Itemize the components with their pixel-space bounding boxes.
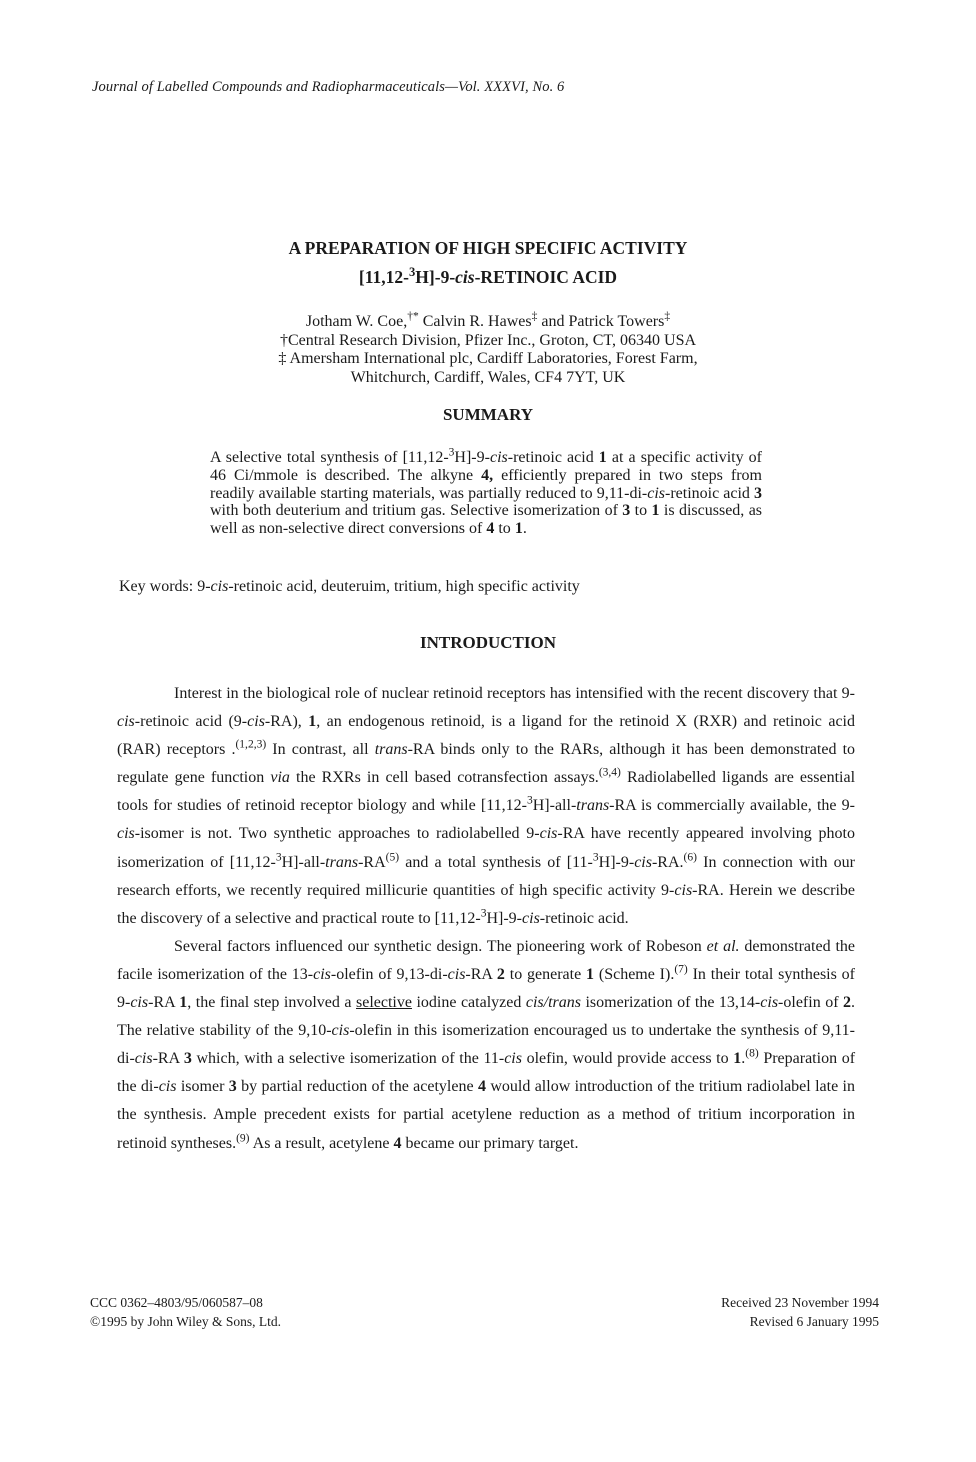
introduction-body	[117, 680, 855, 1158]
intro-paragraph-2: Several factors influenced our synthetic design. The pioneering work of Robeson et al. demonstrated the facile isomerization of the 13-cis-olefin of 9,13-di-cis-RA 2 to generate 1 (Scheme I).$^{(7)}$ In their total synthesis of 9-cis-RA 1, the final step involved a selective iodine catalyzed cis/trans isomerization of the 13,14-cis-olefin of 2. The relative stability of the 9,10-cis-olefin in this isomerization encouraged us to undertake the synthesis of 9,11-di-cis-RA 3 which, with a selective isomerization of the 11-cis olefin, would provide access to 1.$^{(8)}$ Preparation of the di-cis isomer 3 by partial reduction of the acetylene 4 would allow introduction of the tritium radiolabel late in the synthesis. Ample precedent exists for partial acetylene reduction as a method of tritium incorporation in retinoid syntheses.$^{(9)}$ As a result, acetylene 4 became our primary target.	[117, 937, 856, 1152]
revised-date: Revised 6 January 1995	[749, 1314, 879, 1329]
summary-heading: SUMMARY	[442, 405, 534, 424]
intro-paragraph-1: Interest in the biological role of nuclear retinoid receptors has intensified with the recent discovery that 9-cis-retinoic acid (9-cis-RA), 1, an endogenous retinoid, is a ligand for the retinoid X (RXR) and retinoic acid (RAR) receptors .$^{(1,2,3)}$ In contrast, all trans-RA binds only to the RARs, although it has been demonstrated to regulate gene function via the RXRs in cell based cotransfection assays.$^{(3,4)}$ Radiolabelled ligands are essential tools for studies of retinoid receptor biology and while [11,12-$^3$H]-all-trans-RA is commercially available, the 9-cis-isomer is not. Two synthetic approaches to radiolabelled 9-cis-RA have recently appeared involving photo isomerization of [11,12-$^3$H]-all-trans-RA$^{(5)}$ and a total synthesis of [11-$^3$H]-9-cis-RA.$^{(6)}$ In connection with our research efforts, we recently required millicurie quantities of high specific activity 9-cis-RA. Herein we describe the discovery of a selective and practical route to [11,12-$^3$H]-9-cis-retinoic acid.	[117, 685, 856, 927]
title-line-1: A PREPARATION OF HIGH SPECIFIC ACTIVITY	[288, 238, 688, 258]
journal-header: Journal of Labelled Compounds and Radiopharmaceuticals—Vol. XXXVI, No. 6	[92, 79, 565, 95]
affiliation-2: ‡ Amersham International plc, Cardiff Laboratories, Forest Farm,	[278, 350, 698, 367]
paper-title	[0, 234, 976, 292]
copyright: ©1995 by John Wiley & Sons, Ltd.	[90, 1314, 281, 1329]
introduction-heading: INTRODUCTION	[419, 633, 557, 652]
title-line-2: [11,12-$^3$H]-9-cis-RETINOIC ACID	[358, 265, 618, 287]
authors-block	[0, 310, 976, 387]
footer-right	[721, 1293, 879, 1331]
received-date: Received 23 November 1994	[721, 1295, 879, 1310]
affiliation-3: Whitchurch, Cardiff, Wales, CF4 7YT, UK	[350, 368, 626, 386]
affiliation-1: †Central Research Division, Pfizer Inc., Groton, CT, 06340 USA	[279, 331, 697, 349]
footer-left	[90, 1293, 281, 1331]
summary-text: A selective total synthesis of [11,12-$^3$H]-9-cis-retinoic acid 1 at a specific activity of 46 Ci/mmole is described. The alkyne 4, efficiently prepared in two steps from readily available starting materials, was partially reduced to 9,11-di-cis-retinoic acid 3 with both deuterium and tritium gas. Selective isomerization of 3 to 1 is discussed, as well as non-selective direct conversions of 4 to 1.	[210, 446, 763, 538]
ccc-code: CCC 0362–4803/95/060587–08	[90, 1295, 263, 1310]
keywords: Key words: 9-cis-retinoic acid, deuteruim, tritium, high specific activity	[119, 578, 580, 595]
author-names: Jotham W. Coe,†* Calvin R. Hawes‡ and Patrick Towers‡	[305, 310, 671, 330]
